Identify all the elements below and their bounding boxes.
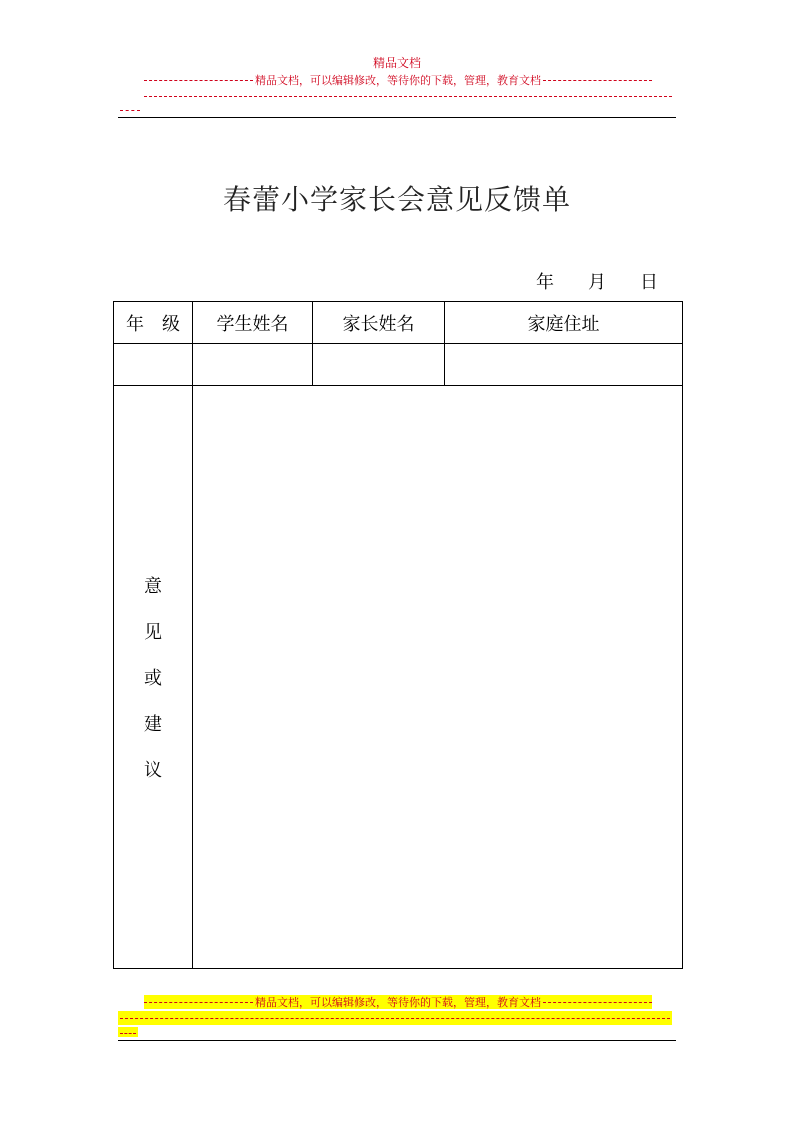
opinion-input-area[interactable] [193,386,683,969]
feedback-form-table [113,301,683,969]
header-label: 精品文档 [372,56,421,70]
header-cell-student-name: 学生姓名 [193,302,313,344]
dash-rule [120,110,140,111]
dash-rule [144,80,253,81]
dash-rule [120,1018,670,1019]
dash-rule [144,1002,253,1003]
opinion-label-char: 意 [144,576,162,597]
table-header-row [114,302,683,344]
footer-banner [144,995,652,1009]
header-rule [118,117,676,118]
date-year: 年 [536,272,554,293]
opinion-label-char: 建 [144,714,162,735]
footer-banner-text: 精品文档，可以编辑修改，等待你的下载，管理，教育文档 [255,996,541,1009]
date-month: 月 [588,272,606,293]
opinion-label-char: 或 [144,668,162,689]
header-banner-text: 精品文档，可以编辑修改，等待你的下载，管理，教育文档 [255,74,541,87]
student-name-input-cell[interactable] [193,344,313,386]
header-cell-parent-name: 家长姓名 [313,302,445,344]
grade-input-cell[interactable] [114,344,193,386]
dash-rule [120,1033,136,1034]
footer-rule [118,1040,676,1041]
header-cell-grade: 年 级 [114,302,193,344]
footer-highlight [118,1027,138,1037]
page-title: 春蕾小学家长会意见反馈单 [222,183,571,216]
dash-rule [543,1002,652,1003]
opinion-label-char: 见 [144,622,162,643]
address-input-cell[interactable] [445,344,683,386]
date-row [536,268,658,294]
header-banner [144,73,652,87]
opinion-label-cell [114,386,193,969]
parent-name-input-cell[interactable] [313,344,445,386]
table-input-row [114,344,683,386]
opinion-label [144,572,162,782]
opinion-row [114,386,683,969]
date-day: 日 [640,272,658,293]
dash-rule [543,80,652,81]
dash-rule [144,96,672,97]
header-cell-address: 家庭住址 [445,302,683,344]
opinion-label-char: 议 [144,760,162,781]
